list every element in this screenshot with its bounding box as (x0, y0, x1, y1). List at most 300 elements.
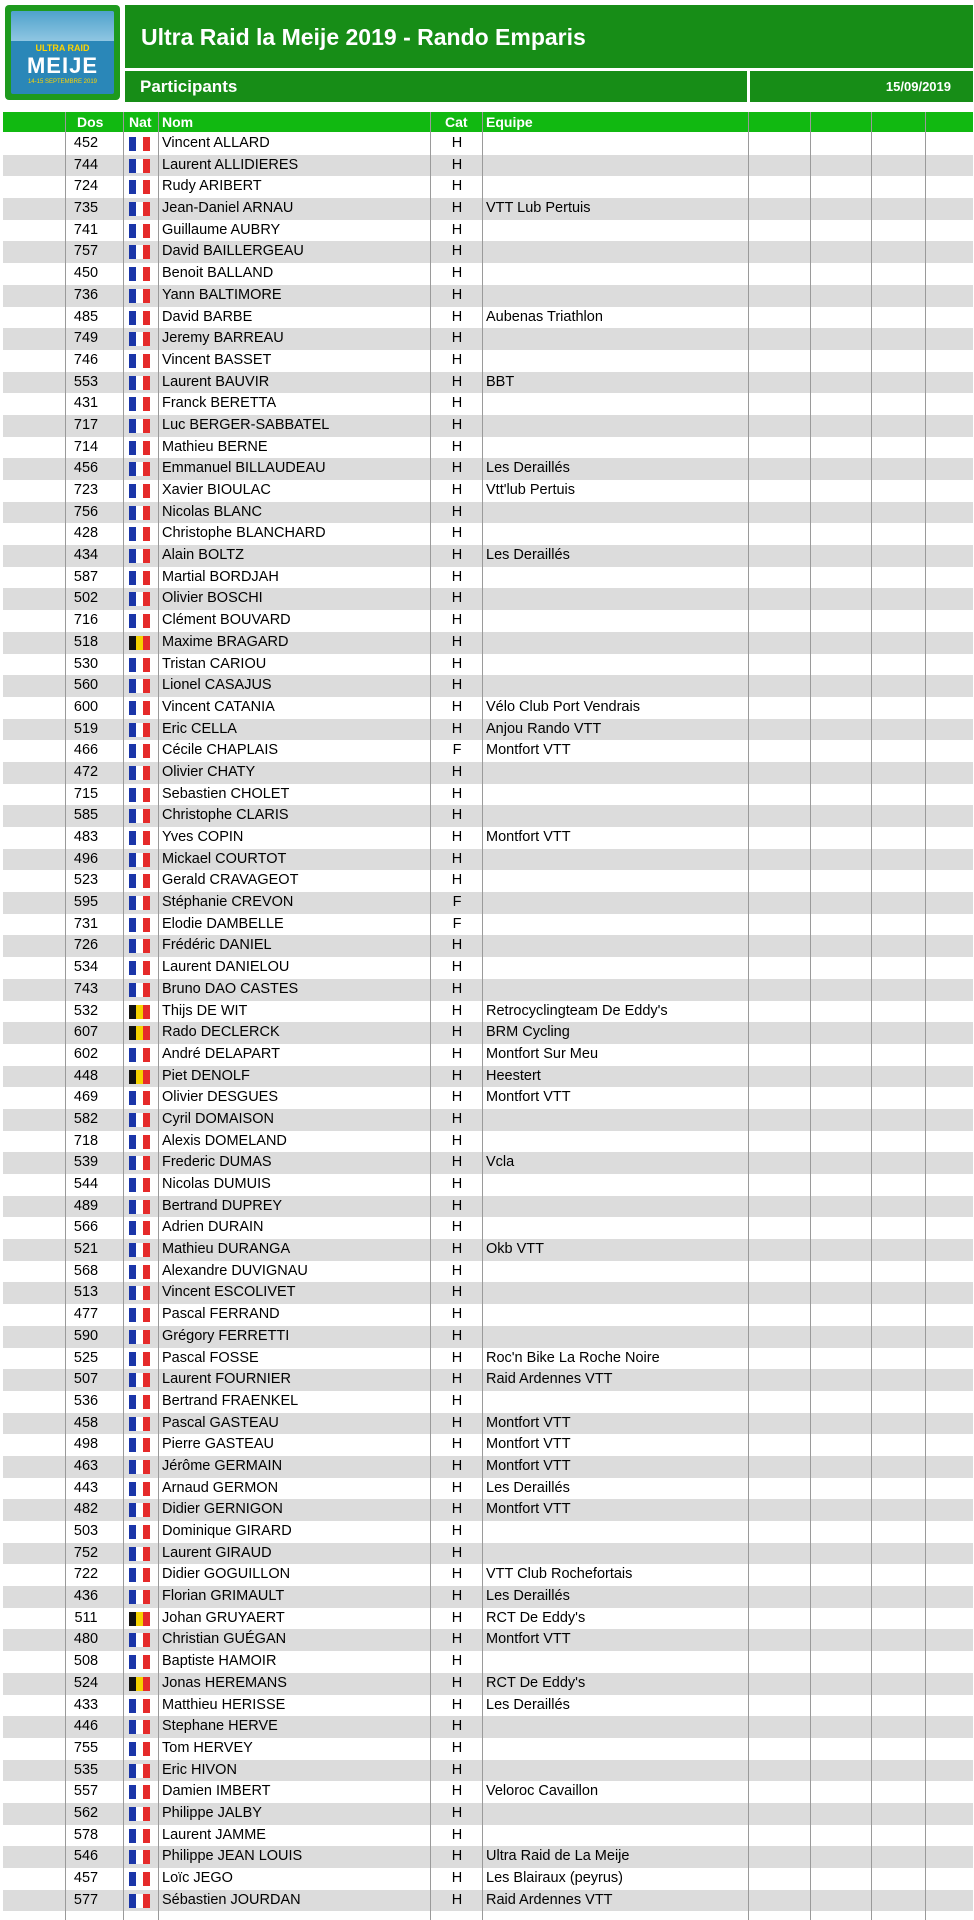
table-row (3, 1456, 973, 1478)
participant-name: Laurent ALLIDIERES (162, 156, 299, 173)
participant-name: Benoit BALLAND (162, 265, 274, 282)
participant-cat: H (451, 1523, 463, 1539)
participant-dos: 735 (73, 200, 99, 217)
participant-team: Raid Ardennes VTT (486, 1371, 613, 1388)
participant-cat: H (451, 590, 463, 607)
participant-name: Maxime BRAGARD (162, 633, 289, 650)
participant-dos: 518 (73, 633, 99, 650)
france-flag-icon (129, 267, 150, 281)
participant-team: Montfort VTT (486, 1436, 571, 1453)
column-divider (748, 112, 749, 1920)
france-flag-icon (129, 1200, 150, 1214)
participant-name: Arnaud GERMON (162, 1479, 279, 1496)
france-flag-icon (129, 159, 150, 173)
france-flag-icon (129, 658, 150, 672)
france-flag-icon (129, 419, 150, 433)
france-flag-icon (129, 1286, 150, 1300)
table-row (3, 1738, 973, 1760)
participant-cat: H (451, 1870, 463, 1886)
logo-line3: 14-15 SEPTEMBRE 2019 (27, 79, 98, 85)
table-row (3, 1825, 973, 1847)
participant-dos: 607 (73, 1024, 99, 1041)
participant-dos: 539 (73, 1154, 99, 1171)
participant-cat: H (451, 503, 463, 520)
participant-cat: H (451, 1891, 463, 1908)
participant-cat: F (452, 915, 462, 932)
participant-cat: H (451, 763, 463, 780)
table-row (3, 1217, 973, 1239)
participant-name: Frederic DUMAS (162, 1154, 272, 1171)
participant-dos: 718 (73, 1132, 99, 1149)
participant-team: Anjou Rando VTT (486, 720, 602, 737)
france-flag-icon (129, 1395, 150, 1409)
participant-dos: 513 (73, 1284, 99, 1301)
participant-cat: H (451, 1761, 463, 1778)
france-flag-icon (129, 939, 150, 953)
france-flag-icon (129, 1525, 150, 1539)
participant-team: Montfort VTT (486, 1457, 571, 1474)
participant-name: Didier GOGUILLON (162, 1566, 291, 1583)
france-flag-icon (129, 1807, 150, 1821)
france-flag-icon (129, 1048, 150, 1062)
france-flag-icon (129, 1113, 150, 1127)
table-row (3, 328, 973, 350)
participant-cat: H (451, 1262, 463, 1279)
participants-table (3, 133, 973, 1911)
date-bar (750, 71, 973, 102)
participant-dos: 756 (73, 503, 99, 520)
participant-team: Les Blairaux (peyrus) (486, 1870, 623, 1886)
participant-cat: H (451, 1045, 463, 1062)
table-row (3, 285, 973, 307)
table-row (3, 1695, 973, 1717)
participant-cat: H (451, 1501, 463, 1518)
participant-name: Laurent BAUVIR (162, 373, 270, 390)
participant-name: Laurent JAMME (162, 1826, 266, 1843)
page-date: 15/09/2019 (885, 79, 951, 94)
participant-cat: H (451, 438, 463, 455)
participant-name: Pierre GASTEAU (162, 1436, 274, 1453)
france-flag-icon (129, 1482, 150, 1496)
participant-cat: H (451, 1197, 463, 1214)
participant-cat: H (451, 980, 463, 997)
table-row (3, 935, 973, 957)
table-row (3, 1326, 973, 1348)
table-row (3, 1413, 973, 1435)
participant-dos: 723 (73, 482, 99, 498)
participant-name: Eric CELLA (162, 720, 237, 737)
participant-cat: H (451, 1479, 463, 1496)
participant-dos: 566 (73, 1219, 99, 1236)
france-flag-icon (129, 1460, 150, 1474)
participant-cat: H (451, 243, 463, 260)
participant-team: Veloroc Cavaillon (486, 1783, 599, 1800)
table-row (3, 1608, 973, 1630)
table-row (3, 914, 973, 936)
table-row (3, 957, 973, 979)
participant-dos: 469 (73, 1089, 99, 1106)
participant-team: VTT Club Rochefortais (486, 1566, 633, 1583)
france-flag-icon (129, 1265, 150, 1279)
table-row (3, 502, 973, 524)
participant-name: Cécile CHAPLAIS (162, 742, 279, 759)
table-row (3, 784, 973, 806)
table-row (3, 1282, 973, 1304)
france-flag-icon (129, 874, 150, 888)
participant-cat: H (451, 1002, 463, 1019)
participant-dos: 450 (73, 265, 99, 282)
participant-dos: 466 (73, 742, 99, 759)
table-row (3, 545, 973, 567)
table-row (3, 719, 973, 741)
france-flag-icon (129, 1178, 150, 1192)
france-flag-icon (129, 614, 150, 628)
participant-dos: 744 (73, 156, 99, 173)
table-row (3, 675, 973, 697)
france-flag-icon (129, 1850, 150, 1864)
table-row (3, 1044, 973, 1066)
table-row (3, 1304, 973, 1326)
participant-dos: 511 (74, 1609, 98, 1626)
participant-name: Cyril DOMAISON (162, 1110, 274, 1127)
participant-dos: 716 (73, 612, 99, 629)
participant-dos: 521 (73, 1241, 99, 1258)
participant-cat: H (451, 1436, 463, 1453)
participant-dos: 731 (73, 915, 99, 932)
table-row (3, 1716, 973, 1738)
france-flag-icon (129, 1633, 150, 1647)
participant-name: Laurent FOURNIER (162, 1371, 291, 1388)
participant-name: Thijs DE WIT (162, 1002, 248, 1019)
participant-dos: 726 (73, 937, 99, 954)
participant-name: Tom HERVEY (162, 1739, 253, 1756)
france-flag-icon (129, 788, 150, 802)
participant-name: Florian GRIMAULT (162, 1588, 285, 1605)
participant-cat: H (451, 959, 463, 976)
participant-name: Matthieu HERISSE (162, 1696, 286, 1713)
participant-cat: H (451, 807, 463, 824)
france-flag-icon (129, 506, 150, 520)
table-row (3, 654, 973, 676)
column-divider (925, 112, 926, 1920)
participant-dos: 746 (73, 351, 99, 368)
table-row (3, 1564, 973, 1586)
participant-cat: H (451, 1544, 463, 1561)
participant-dos: 595 (73, 894, 99, 911)
participant-cat: H (451, 850, 463, 867)
table-row (3, 1348, 973, 1370)
participant-name: Jeremy BARREAU (162, 330, 284, 347)
france-flag-icon (129, 983, 150, 997)
participant-cat: H (451, 482, 463, 498)
participant-team: Raid Ardennes VTT (486, 1891, 613, 1908)
table-row (3, 1478, 973, 1500)
participant-cat: H (451, 677, 463, 694)
participant-name: Olivier BOSCHI (162, 590, 263, 607)
france-flag-icon (129, 1699, 150, 1713)
logo-line2: MEIJE (26, 53, 99, 78)
col-header-dos: Dos (77, 114, 104, 130)
table-row (3, 979, 973, 1001)
france-flag-icon (129, 311, 150, 325)
participant-dos: 458 (73, 1414, 99, 1431)
participant-team: BBT (486, 373, 515, 390)
col-header-cat: Cat (445, 114, 468, 130)
participant-dos: 523 (73, 872, 99, 889)
table-row (3, 827, 973, 849)
participant-dos: 743 (73, 980, 99, 997)
participant-team: Aubenas Triathlon (486, 308, 603, 325)
participant-cat: H (451, 612, 463, 629)
table-row (3, 241, 973, 263)
participant-dos: 431 (73, 395, 99, 412)
france-flag-icon (129, 245, 150, 259)
participant-dos: 428 (73, 525, 99, 542)
table-row (3, 892, 973, 914)
france-flag-icon (129, 527, 150, 541)
table-row (3, 1087, 973, 1109)
participant-cat: H (451, 1392, 463, 1409)
table-row (3, 480, 973, 502)
participant-team: RCT De Eddy's (486, 1609, 586, 1626)
participant-name: Vincent BASSET (162, 351, 272, 368)
participant-name: Mathieu BERNE (162, 438, 268, 455)
participant-name: Luc BERGER-SABBATEL (162, 416, 330, 433)
logo-line1: ULTRA RAID (35, 43, 90, 53)
participant-dos: 722 (73, 1566, 99, 1583)
table-row (3, 870, 973, 892)
participant-name: Xavier BIOULAC (162, 482, 271, 498)
participant-name: Christophe BLANCHARD (162, 525, 326, 542)
table-row (3, 1261, 973, 1283)
participant-dos: 582 (73, 1110, 99, 1127)
table-header (3, 112, 973, 132)
participant-dos: 587 (73, 568, 99, 585)
table-row (3, 1781, 973, 1803)
participant-dos: 452 (73, 135, 99, 151)
table-row (3, 1803, 973, 1825)
participant-name: Vincent ESCOLIVET (162, 1284, 296, 1301)
participant-name: Baptiste HAMOIR (162, 1653, 277, 1670)
table-row (3, 307, 973, 329)
table-row (3, 133, 973, 155)
france-flag-icon (129, 1330, 150, 1344)
france-flag-icon (129, 766, 150, 780)
participant-dos: 532 (73, 1002, 99, 1019)
participant-dos: 508 (73, 1653, 99, 1670)
participant-cat: H (451, 785, 463, 802)
participant-team: VTT Lub Pertuis (486, 200, 591, 217)
participant-dos: 443 (73, 1479, 99, 1496)
table-row (3, 1391, 973, 1413)
participant-cat: H (451, 1848, 463, 1865)
participant-dos: 524 (73, 1674, 99, 1691)
participant-cat: H (451, 330, 463, 347)
participant-team: Ultra Raid de La Meije (486, 1848, 630, 1865)
france-flag-icon (129, 1221, 150, 1235)
participant-name: Pascal FERRAND (162, 1306, 280, 1323)
participant-name: Philippe JEAN LOUIS (162, 1848, 303, 1865)
participant-dos: 736 (73, 286, 99, 303)
participant-dos: 489 (73, 1197, 99, 1214)
table-row (3, 567, 973, 589)
participant-dos: 724 (73, 178, 99, 195)
table-row (3, 1109, 973, 1131)
participant-dos: 553 (73, 373, 99, 390)
table-row (3, 1066, 973, 1088)
table-row (3, 1673, 973, 1695)
table-row (3, 155, 973, 177)
france-flag-icon (129, 1352, 150, 1366)
participant-name: Olivier DESGUES (162, 1089, 279, 1106)
table-row (3, 1846, 973, 1868)
participant-name: Laurent GIRAUD (162, 1544, 272, 1561)
col-header-equipe: Equipe (486, 114, 533, 130)
participant-name: Alexandre DUVIGNAU (162, 1262, 308, 1279)
participant-name: Lionel CASAJUS (162, 677, 272, 694)
participant-name: Alain BOLTZ (162, 547, 244, 564)
france-flag-icon (129, 592, 150, 606)
france-flag-icon (129, 1135, 150, 1149)
participant-name: Elodie DAMBELLE (162, 915, 284, 932)
participant-dos: 485 (73, 308, 99, 325)
france-flag-icon (129, 701, 150, 715)
column-divider (482, 112, 483, 1920)
france-flag-icon (129, 1243, 150, 1257)
col-header-nat: Nat (129, 114, 152, 130)
participant-team: Vcla (486, 1154, 515, 1171)
participant-name: Loïc JEGO (162, 1870, 233, 1886)
table-row (3, 1586, 973, 1608)
column-divider (871, 112, 872, 1920)
participant-name: Clément BOUVARD (162, 612, 291, 629)
participant-cat: H (451, 135, 463, 151)
participant-dos: 602 (73, 1045, 99, 1062)
participant-dos: 525 (73, 1349, 99, 1366)
participant-dos: 446 (73, 1718, 99, 1735)
participant-cat: H (451, 1588, 463, 1605)
participant-dos: 568 (73, 1262, 99, 1279)
participant-cat: H (451, 156, 463, 173)
participant-dos: 433 (73, 1696, 99, 1713)
table-row (3, 1651, 973, 1673)
participant-cat: H (451, 416, 463, 433)
table-row (3, 415, 973, 437)
participant-name: Emmanuel BILLAUDEAU (162, 460, 326, 477)
participant-cat: H (451, 633, 463, 650)
participant-cat: H (451, 308, 463, 325)
france-flag-icon (129, 918, 150, 932)
belgium-flag-icon (129, 1070, 150, 1084)
subtitle-bar (125, 71, 747, 102)
column-divider (123, 112, 124, 1920)
participant-name: Piet DENOLF (162, 1067, 250, 1084)
table-row (3, 1499, 973, 1521)
participant-cat: H (451, 1284, 463, 1301)
participant-cat: H (451, 373, 463, 390)
participant-name: Tristan CARIOU (162, 655, 267, 672)
column-divider (430, 112, 431, 1920)
belgium-flag-icon (129, 1612, 150, 1626)
participant-name: Frédéric DANIEL (162, 937, 272, 954)
participant-dos: 715 (73, 785, 99, 802)
logo-mountain (11, 11, 114, 41)
table-row (3, 1369, 973, 1391)
participant-cat: H (451, 1176, 463, 1192)
participant-cat: H (451, 1804, 463, 1821)
table-row (3, 393, 973, 415)
participant-name: Alexis DOMELAND (162, 1132, 287, 1149)
participant-dos: 498 (73, 1436, 99, 1453)
participant-name: Laurent DANIELOU (162, 959, 290, 976)
participant-name: Guillaume AUBRY (162, 221, 281, 238)
title-bar (125, 5, 973, 68)
table-row (3, 632, 973, 654)
france-flag-icon (129, 1742, 150, 1756)
participant-name: Pascal GASTEAU (162, 1414, 279, 1431)
participant-name: David BAILLERGEAU (162, 243, 304, 260)
participant-name: Grégory FERRETTI (162, 1327, 290, 1344)
france-flag-icon (129, 1872, 150, 1886)
participant-dos: 560 (73, 677, 99, 694)
participant-team: Roc'n Bike La Roche Noire (486, 1349, 660, 1366)
participant-dos: 463 (73, 1457, 99, 1474)
participant-team: Vtt'lub Pertuis (486, 482, 576, 498)
participant-name: Yves COPIN (162, 829, 244, 845)
participant-team: Les Deraillés (486, 460, 570, 477)
france-flag-icon (129, 1829, 150, 1843)
participant-cat: H (451, 1154, 463, 1171)
participant-dos: 741 (73, 221, 99, 238)
participant-team: RCT De Eddy's (486, 1674, 586, 1691)
france-flag-icon (129, 376, 150, 390)
table-row (3, 1543, 973, 1565)
france-flag-icon (129, 1547, 150, 1561)
participant-cat: H (451, 1219, 463, 1236)
france-flag-icon (129, 744, 150, 758)
participant-name: Dominique GIRARD (162, 1523, 292, 1539)
participant-name: Philippe JALBY (162, 1804, 262, 1821)
participant-team: Les Deraillés (486, 547, 570, 564)
france-flag-icon (129, 1590, 150, 1604)
participant-dos: 534 (73, 959, 99, 976)
table-row (3, 740, 973, 762)
france-flag-icon (129, 354, 150, 368)
participant-cat: H (451, 286, 463, 303)
france-flag-icon (129, 1894, 150, 1908)
participant-team: Montfort VTT (486, 829, 571, 845)
participant-dos: 448 (73, 1067, 99, 1084)
participant-team: Montfort VTT (486, 1414, 571, 1431)
participant-cat: H (451, 1241, 463, 1258)
participant-name: Martial BORDJAH (162, 568, 279, 585)
participant-cat: H (451, 1457, 463, 1474)
participant-dos: 544 (73, 1176, 99, 1192)
participant-dos: 436 (73, 1588, 99, 1605)
table-row (3, 1521, 973, 1543)
participant-name: Rudy ARIBERT (162, 178, 262, 195)
participant-team: Montfort Sur Meu (486, 1045, 599, 1062)
participant-team: BRM Cycling (486, 1024, 570, 1041)
participant-dos: 757 (73, 243, 99, 260)
participant-cat: H (451, 1110, 463, 1127)
france-flag-icon (129, 137, 150, 151)
participant-name: Vincent ALLARD (162, 135, 270, 151)
participant-dos: 503 (73, 1523, 99, 1539)
participant-name: Adrien DURAIN (162, 1219, 264, 1236)
participant-name: Yann BALTIMORE (162, 286, 282, 303)
participant-name: Bruno DAO CASTES (162, 980, 299, 997)
